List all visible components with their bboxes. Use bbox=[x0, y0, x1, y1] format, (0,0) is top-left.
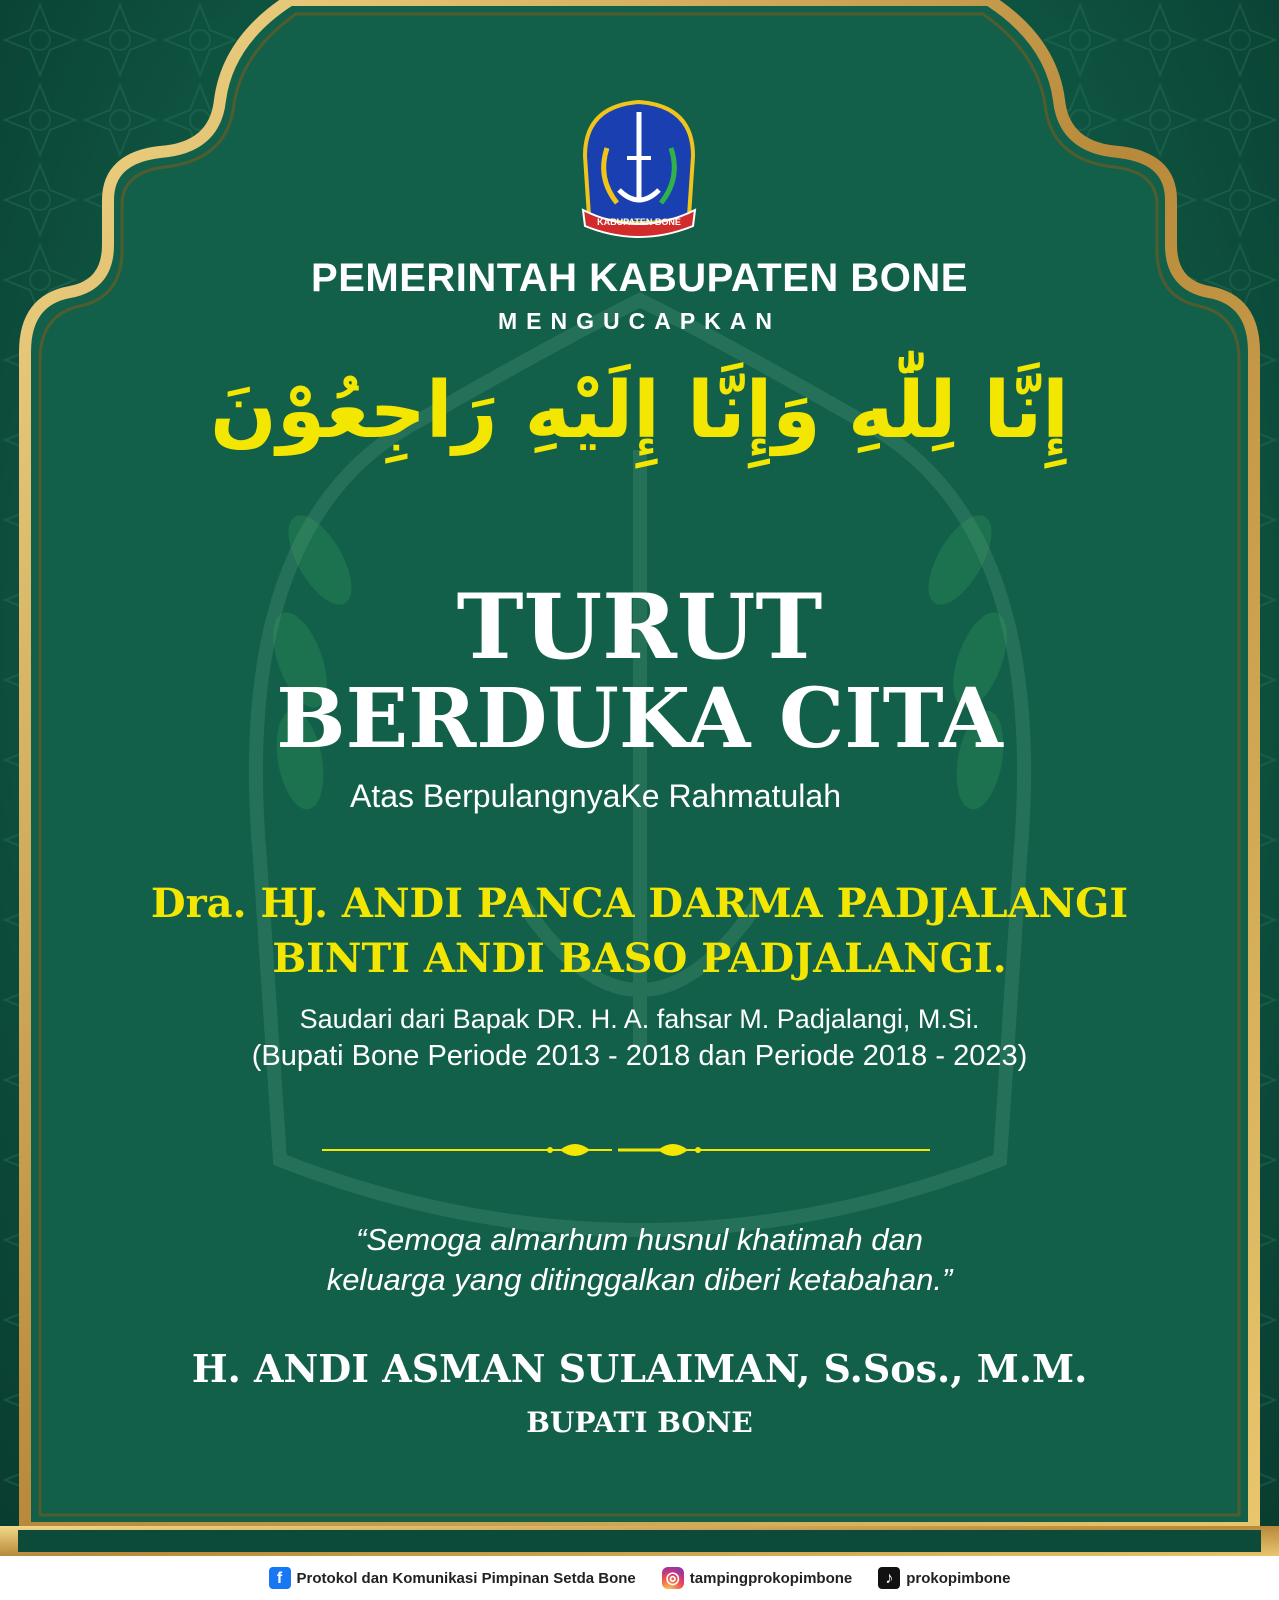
kabupaten-bone-emblem bbox=[577, 98, 701, 243]
signatory-role: BUPATI BONE bbox=[526, 1406, 753, 1439]
footer-tiktok[interactable] bbox=[878, 1567, 1010, 1589]
title-subtitle: Atas BerpulangnyaKe Rahmatulah bbox=[350, 778, 841, 814]
quote-line-2: keluarga yang ditinggalkan diberi ketabahan.” bbox=[326, 1262, 953, 1297]
arabic-inna-lillahi: إِنَّا لِلّٰهِ وَإِنَّا إِلَيْهِ رَاجِعُوْنَ bbox=[210, 366, 1069, 456]
government-name: PEMERINTAH KABUPATEN BONE bbox=[311, 256, 968, 300]
quote-line-1: “Semoga almarhum husnul khatimah dan bbox=[356, 1222, 923, 1257]
signatory-name: H. ANDI ASMAN SULAIMAN, S.Sos., M.M. bbox=[191, 1346, 1088, 1391]
deceased-name-line-1: Dra. HJ. ANDI PANCA DARMA PADJALANGI bbox=[150, 880, 1129, 927]
instagram-icon: ◎ bbox=[662, 1567, 684, 1589]
deceased-name-line-2: BINTI ANDI BASO PADJALANGI. bbox=[272, 935, 1007, 982]
tiktok-icon: ♪ bbox=[878, 1567, 900, 1589]
title-line-2: BERDUKA CITA bbox=[276, 671, 1003, 767]
footer-instagram[interactable] bbox=[662, 1567, 853, 1589]
facebook-icon: f bbox=[269, 1567, 291, 1589]
instagram-label: tampingprokopimbone bbox=[689, 1569, 853, 1587]
svg-text:KABUPATEN BONE: KABUPATEN BONE bbox=[597, 217, 681, 227]
social-footer bbox=[0, 1556, 1279, 1600]
deceased-relation-period: (Bupati Bone Periode 2013 - 2018 dan Periode 2018 - 2023) bbox=[251, 1040, 1028, 1072]
deceased-relation: Saudari dari Bapak DR. H. A. fahsar M. Padjalangi, M.Si. bbox=[299, 1004, 980, 1034]
facebook-label: Protokol dan Komunikasi Pimpinan Setda Bone bbox=[296, 1569, 636, 1587]
footer-facebook[interactable] bbox=[269, 1567, 636, 1589]
title-line-1: TURUT bbox=[456, 574, 823, 680]
tiktok-label: prokopimbone bbox=[906, 1569, 1011, 1587]
mengucapkan-label: MENGUCAPKAN bbox=[498, 308, 781, 334]
